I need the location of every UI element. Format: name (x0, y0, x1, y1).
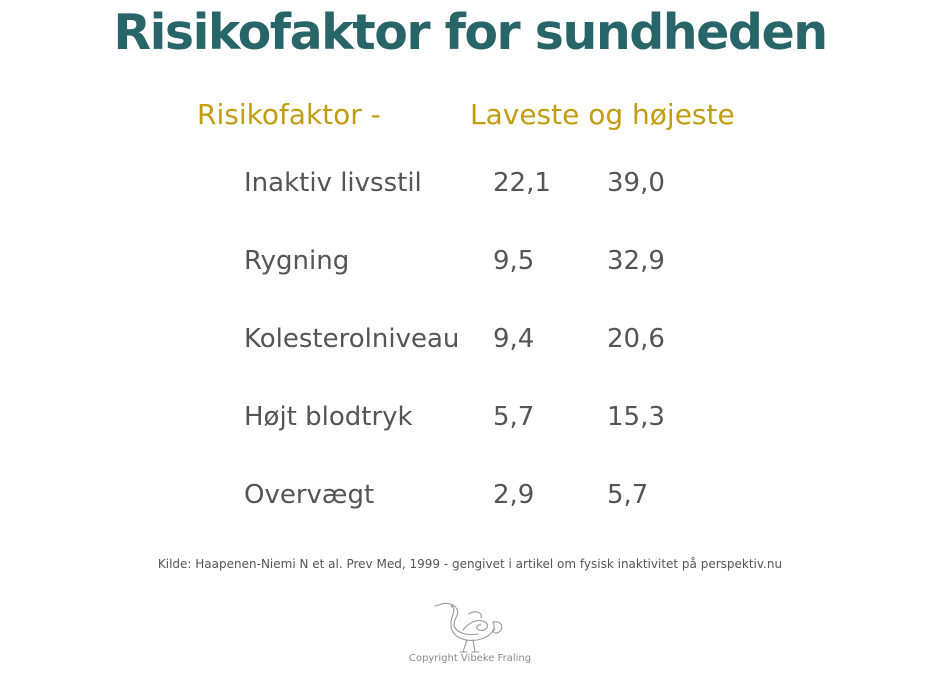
highest-value: 39,0 (607, 168, 665, 198)
risk-factor-label: Kolesterolniveau (244, 324, 460, 354)
highest-value: 20,6 (607, 324, 665, 354)
column-header-range: Laveste og højeste (470, 98, 735, 131)
lowest-value: 9,5 (493, 246, 535, 276)
page-title: Risikofaktor for sundheden (113, 4, 827, 61)
copyright-text: Copyright Vibeke Fraling (408, 653, 532, 664)
highest-value: 5,7 (607, 480, 649, 510)
lowest-value: 5,7 (493, 402, 535, 432)
table-row (0, 163, 940, 203)
highest-value: 32,9 (607, 246, 665, 276)
risk-factor-label: Overvægt (244, 480, 375, 510)
table-row (0, 319, 940, 359)
lowest-value: 9,4 (493, 324, 535, 354)
risk-factor-label: Højt blodtryk (244, 402, 413, 432)
column-header-factor: Risikofaktor - (197, 98, 381, 131)
table-row (0, 397, 940, 437)
lowest-value: 2,9 (493, 480, 535, 510)
table-row (0, 475, 940, 515)
risk-factor-label: Rygning (244, 246, 350, 276)
table-row (0, 241, 940, 281)
highest-value: 15,3 (607, 402, 665, 432)
lowest-value: 22,1 (493, 168, 551, 198)
bird-logo-icon (433, 600, 509, 656)
risk-factor-label: Inaktiv livsstil (244, 168, 422, 198)
source-citation: Kilde: Haapenen-Niemi N et al. Prev Med, 1999 - gengivet i artikel om fysisk inaktivitet på perspektiv.nu (157, 557, 783, 571)
